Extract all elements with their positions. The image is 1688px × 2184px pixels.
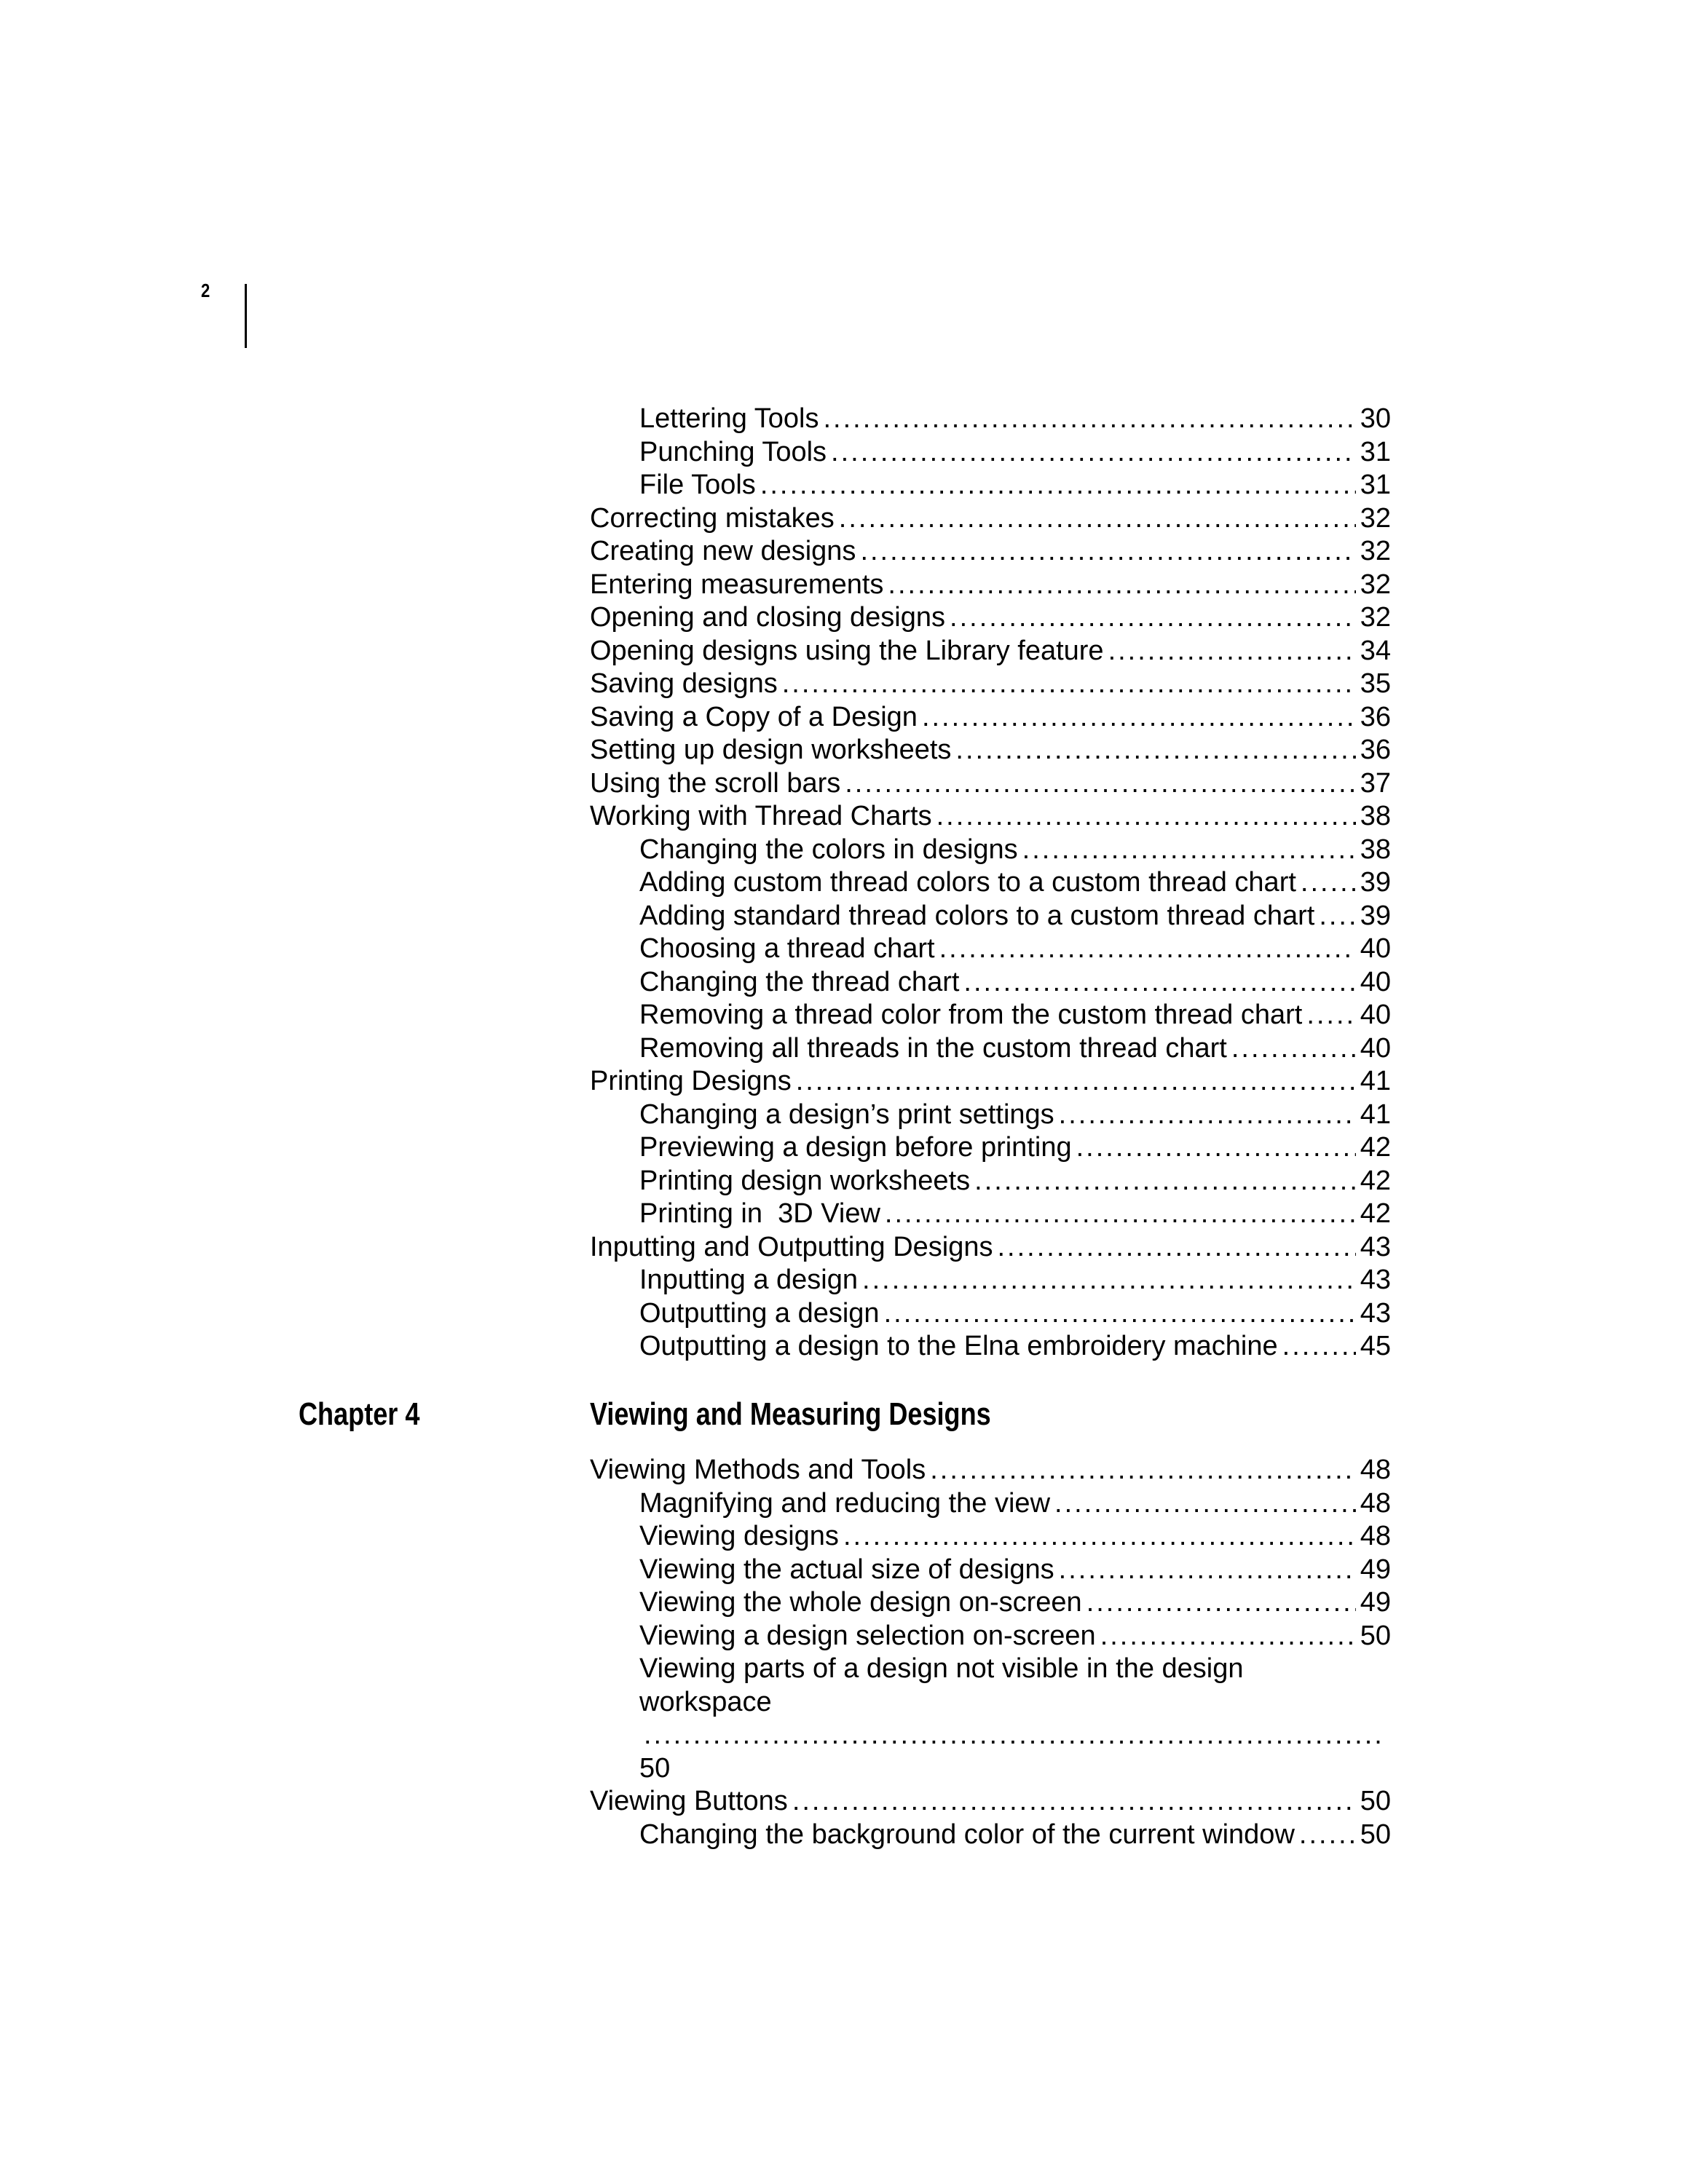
toc-entry-title: Correcting mistakes: [590, 502, 835, 534]
toc-entry-title: Printing in 3D View: [639, 1198, 880, 1229]
toc-leader-dots: [644, 1719, 1387, 1752]
toc-entry-title: Printing design worksheets: [639, 1165, 971, 1196]
toc-list-chapter-4: [590, 1454, 1391, 1851]
toc-entry-page: 50: [639, 1752, 671, 1784]
toc-entry-title: Viewing a design selection on-screen: [639, 1620, 1096, 1651]
toc-entry[interactable]: [590, 668, 1391, 701]
toc-leader-dots: [860, 535, 1355, 569]
toc-entry[interactable]: [590, 966, 1391, 1000]
toc-entry[interactable]: [590, 601, 1391, 635]
toc-entry-page: 31: [1360, 470, 1391, 500]
toc-entry-title: Punching Tools: [639, 436, 827, 467]
toc-entry[interactable]: [590, 767, 1391, 801]
toc-entry-title: Inputting and Outputting Designs: [590, 1231, 993, 1262]
toc-entry-page: 42: [1360, 1165, 1391, 1196]
toc-leader-dots: [1282, 1330, 1356, 1364]
toc-entry-page: 43: [1360, 1265, 1391, 1295]
toc-entry-page: 48: [1360, 1455, 1391, 1485]
toc-entry-page: 36: [1360, 701, 1391, 732]
page-margin-rule: [245, 284, 247, 348]
toc-entry-title: Removing a thread color from the custom thread chart: [639, 1000, 1303, 1030]
toc-leader-dots: [936, 800, 1356, 834]
toc-leader-dots: [1306, 999, 1355, 1032]
toc-entry-page: 36: [1360, 735, 1391, 765]
toc-entry-page: 34: [1360, 635, 1391, 666]
toc-entry[interactable]: [590, 1487, 1391, 1521]
toc-entry[interactable]: [590, 1032, 1391, 1066]
toc-leader-dots: [1100, 1620, 1356, 1653]
toc-entry[interactable]: [590, 1586, 1391, 1620]
toc-entry-page: 38: [1360, 801, 1391, 831]
toc-leader-dots: [760, 469, 1356, 502]
toc-entry-title: Viewing Methods and Tools: [590, 1455, 926, 1485]
toc-entry-title: File Tools: [639, 470, 756, 500]
toc-leader-dots: [862, 1264, 1356, 1297]
toc-entry-page: 42: [1360, 1198, 1391, 1229]
toc-entry-title: Viewing the actual size of designs: [639, 1554, 1054, 1585]
toc-entry-page: 38: [1360, 834, 1391, 865]
toc-entry-title: Viewing the whole design on-screen: [639, 1587, 1082, 1618]
toc-leader-dots: [823, 403, 1355, 436]
toc-entry-page: 43: [1360, 1297, 1391, 1329]
toc-entry[interactable]: [590, 1297, 1391, 1331]
toc-leader-dots: [1319, 900, 1355, 933]
toc-leader-dots: [974, 1165, 1356, 1198]
toc-entry[interactable]: [590, 1330, 1391, 1364]
toc-entry-page: 43: [1360, 1231, 1391, 1262]
toc-entry[interactable]: [590, 1198, 1391, 1231]
toc-leader-dots: [782, 668, 1356, 701]
toc-entry-page: 32: [1360, 502, 1391, 534]
toc-entry-page: 32: [1360, 602, 1391, 633]
toc-entry-title: Changing the background color of the current window: [639, 1819, 1295, 1850]
toc-leader-dots: [1301, 866, 1356, 900]
page-number: 2: [201, 280, 210, 301]
toc-entry[interactable]: [590, 1065, 1391, 1099]
toc-entry-title: Using the scroll bars: [590, 767, 841, 799]
toc-leader-dots: [939, 933, 1356, 966]
toc-entry-title: Inputting a design: [639, 1265, 859, 1295]
toc-leader-dots: [1299, 1819, 1356, 1852]
toc-entry-title: Viewing parts of a design not visible in the design: [639, 1653, 1244, 1684]
toc-leader-dots: [955, 734, 1355, 767]
toc-leader-dots: [884, 1297, 1356, 1331]
toc-entry-title: Setting up design worksheets: [590, 735, 952, 765]
toc-entry[interactable]: [590, 1165, 1391, 1198]
toc-entry-title: Choosing a thread chart: [639, 933, 935, 964]
toc-entry-page: 39: [1360, 900, 1391, 931]
toc-entry-page: 41: [1360, 1066, 1391, 1096]
toc-entry-page: 48: [1360, 1521, 1391, 1551]
toc-leader-dots: [950, 601, 1356, 635]
toc-entry[interactable]: [590, 469, 1391, 502]
toc-entry-page: 50: [1360, 1620, 1391, 1651]
toc-entry-page: 49: [1360, 1587, 1391, 1618]
toc-entry-title: Outputting a design to the Elna embroidery machine: [639, 1331, 1278, 1361]
toc-entry-title: Changing the colors in designs: [639, 834, 1018, 865]
toc-entry[interactable]: [590, 569, 1391, 602]
toc-entry-title: Removing all threads in the custom thread chart: [639, 1032, 1227, 1064]
toc-entry-title: Adding custom thread colors to a custom thread chart: [639, 867, 1296, 898]
toc-entry-title: Changing a design’s print settings: [639, 1099, 1054, 1130]
toc-leader-dots: [1086, 1586, 1356, 1620]
toc-entry-page: 37: [1360, 767, 1391, 799]
toc-leader-dots: [930, 1454, 1355, 1487]
toc-entry-title: Magnifying and reducing the view: [639, 1487, 1051, 1519]
toc-leader-dots: [1059, 1099, 1356, 1132]
toc-leader-dots: [1108, 635, 1356, 668]
chapter-label: Chapter 4: [299, 1396, 420, 1432]
toc-leader-dots: [963, 966, 1355, 1000]
toc-entry-page: 50: [1360, 1819, 1391, 1850]
toc-entry[interactable]: [590, 1785, 1391, 1819]
toc-entry-title-continued: workspace: [639, 1686, 772, 1717]
toc-entry[interactable]: [590, 834, 1391, 867]
toc-leader-dots: [1022, 834, 1356, 867]
toc-entry[interactable]: [590, 403, 1391, 436]
toc-entry[interactable]: [590, 1264, 1391, 1297]
toc-entry-title: Viewing designs: [639, 1521, 839, 1551]
toc-entry[interactable]: [590, 1131, 1391, 1165]
toc-entry-title: Changing the thread chart: [639, 966, 960, 997]
toc-leader-dots: [998, 1231, 1356, 1265]
toc-entry[interactable]: [590, 999, 1391, 1032]
toc-entry-title: Viewing Buttons: [590, 1786, 788, 1816]
toc-entry[interactable]: [590, 734, 1391, 767]
toc-entry[interactable]: [590, 635, 1391, 668]
toc-entry[interactable]: [590, 1554, 1391, 1587]
toc-entry-title: Opening and closing designs: [590, 602, 946, 633]
toc-entry-page: 49: [1360, 1554, 1391, 1585]
toc-leader-dots: [1059, 1554, 1356, 1587]
toc-entry-page: 35: [1360, 668, 1391, 699]
toc-entry-page: 30: [1360, 403, 1391, 434]
toc-entry-title: Printing Designs: [590, 1066, 792, 1096]
toc-entry[interactable]: [590, 1454, 1391, 1487]
toc-leader-dots: [845, 767, 1355, 801]
toc-entry-title: Previewing a design before printing: [639, 1132, 1072, 1163]
toc-entry-page: 45: [1360, 1331, 1391, 1361]
toc-entry-page: 39: [1360, 867, 1391, 898]
toc-entry[interactable]: [590, 1099, 1391, 1132]
toc-entry-page: 40: [1360, 1032, 1391, 1064]
toc-entry-title: Working with Thread Charts: [590, 801, 932, 831]
toc-entry[interactable]: [590, 1520, 1391, 1554]
toc-entry[interactable]: [590, 866, 1391, 900]
toc-entry-page: 50: [1360, 1786, 1391, 1816]
toc-entry-title: Adding standard thread colors to a custom thread chart: [639, 900, 1315, 931]
toc-leader-dots: [885, 1198, 1356, 1231]
toc-entry[interactable]: [590, 1231, 1391, 1265]
toc-entry-title: Saving designs: [590, 668, 778, 699]
toc-entry-page: 42: [1360, 1132, 1391, 1163]
toc-entry-page: 48: [1360, 1487, 1391, 1519]
toc-entry-title: Outputting a design: [639, 1297, 880, 1329]
toc-entry[interactable]: [590, 1819, 1391, 1852]
toc-entry-page: 31: [1360, 436, 1391, 467]
toc-entry-page: 32: [1360, 536, 1391, 566]
toc-leader-dots: [1076, 1131, 1356, 1165]
toc-leader-dots: [888, 569, 1355, 602]
toc-entry-page: 41: [1360, 1099, 1391, 1130]
toc-entry[interactable]: [590, 1653, 1391, 1785]
toc-leader-dots: [1231, 1032, 1356, 1066]
toc-entry[interactable]: [590, 933, 1391, 966]
toc-list-continued: [590, 403, 1391, 1364]
toc-leader-dots: [839, 502, 1356, 536]
toc-entry-page: 40: [1360, 1000, 1391, 1030]
toc-entry[interactable]: [590, 701, 1391, 735]
toc-entry[interactable]: [590, 800, 1391, 834]
toc-leader-dots: [1054, 1487, 1356, 1521]
toc-entry-page: 40: [1360, 966, 1391, 997]
toc-entry-title: Entering measurements: [590, 569, 884, 600]
toc-entry[interactable]: [590, 900, 1391, 933]
toc-entry-title: Creating new designs: [590, 536, 856, 566]
toc-leader-dots: [922, 701, 1356, 735]
toc-entry-title: Saving a Copy of a Design: [590, 701, 918, 732]
toc-leader-dots: [796, 1065, 1356, 1099]
toc-entry[interactable]: [590, 502, 1391, 536]
chapter-title[interactable]: Viewing and Measuring Designs: [590, 1396, 991, 1432]
toc-entry-page: 40: [1360, 933, 1391, 964]
toc-entry-title: Lettering Tools: [639, 403, 819, 434]
toc-leader-dots: [831, 436, 1356, 470]
toc-entry[interactable]: [590, 436, 1391, 470]
toc-leader-dots: [792, 1785, 1356, 1819]
toc-entry[interactable]: [590, 535, 1391, 569]
toc-entry-page: 32: [1360, 569, 1391, 600]
toc-leader-dots: [843, 1520, 1356, 1554]
toc-entry[interactable]: [590, 1620, 1391, 1653]
toc-entry-title: Opening designs using the Library feature: [590, 635, 1104, 666]
